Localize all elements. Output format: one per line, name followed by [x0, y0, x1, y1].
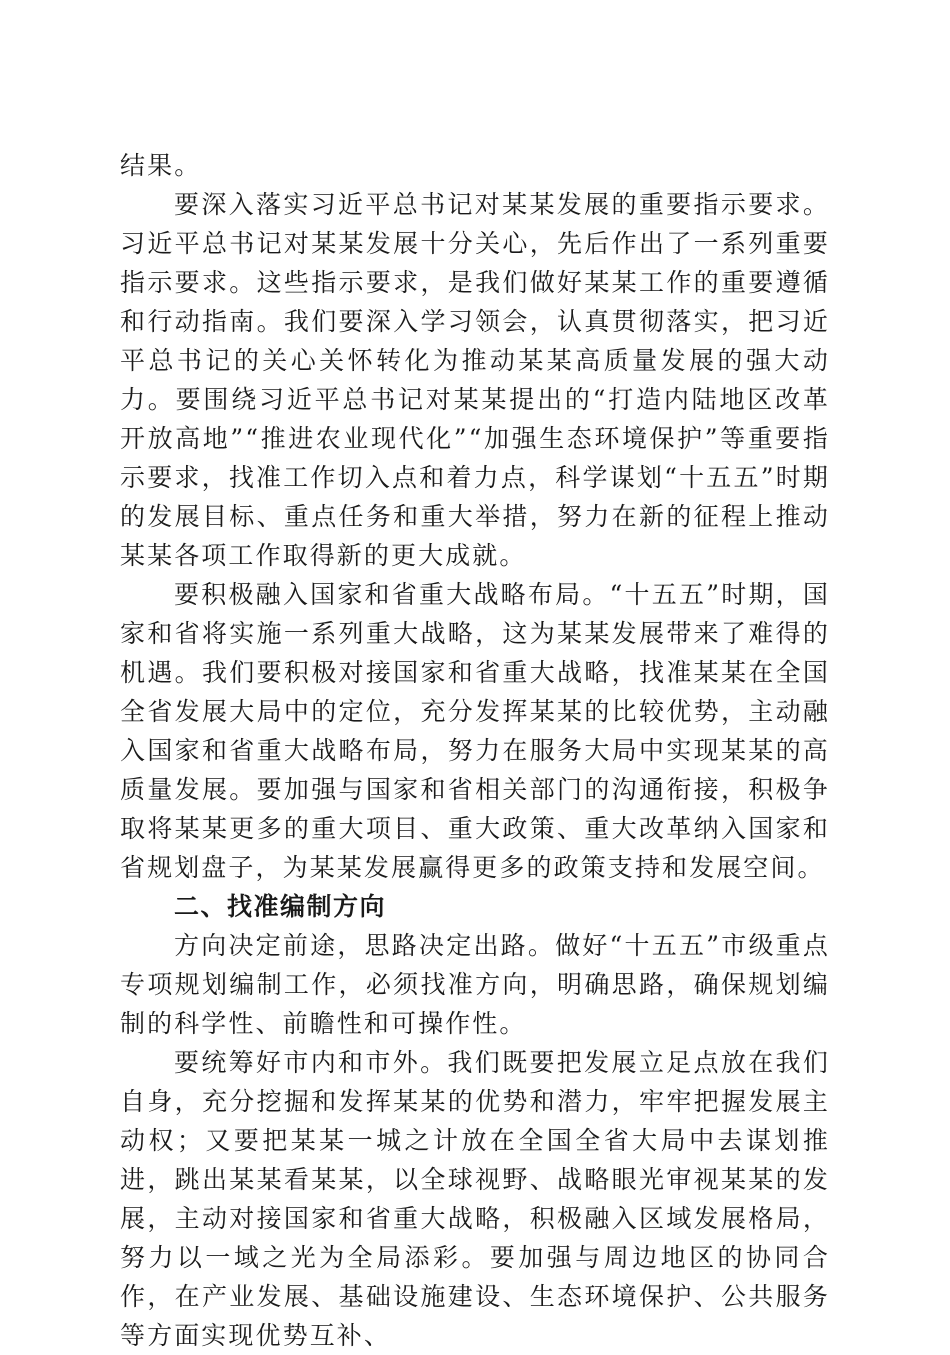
paragraph-continuation: 结果。	[120, 151, 202, 180]
section-heading: 二、找准编制方向	[174, 892, 387, 921]
paragraph-strategy: 要积极融入国家和省重大战略布局。“十五五”时期，国家和省将实施一系列重大战略，这为某某发展带来了难得的机遇。我们要积极对接国家和省重大战略，找准某某在全国全省发展大局中的定位，充分发挥某某的比较优势，主动融入国家和省重大战略布局，努力在服务大局中实现某某的高质量发展。要加强与国家和省相关部门的沟通衔接，积极争取将某某更多的重大项目、重大政策、重大改革纳入国家和省规划盘子，为某某发展赢得更多的政策支持和发展空间。	[120, 580, 830, 882]
paragraph-coordination: 要统筹好市内和市外。我们既要把发展立足点放在我们自身，充分挖掘和发挥某某的优势和潜力，牢牢把握发展主动权；又要把某某一城之计放在全国全省大局中去谋划推进，跳出某某看某某，以全球视野、战略眼光审视某某的发展，主动对接国家和省重大战略，积极融入区域发展格局，努力以一域之光为全局添彩。要加强与周边地区的协同合作，在产业发展、基础设施建设、生态环境保护、公共服务等方面实现优势互补、	[120, 1048, 830, 1350]
document-body	[120, 146, 830, 1355]
paragraph-direction: 方向决定前途，思路决定出路。做好“十五五”市级重点专项规划编制工作，必须找准方向，明确思路，确保规划编制的科学性、前瞻性和可操作性。	[120, 931, 830, 1038]
paragraph-instructions: 要深入落实习近平总书记对某某发展的重要指示要求。习近平总书记对某某发展十分关心，先后作出了一系列重要指示要求。这些指示要求，是我们做好某某工作的重要遵循和行动指南。我们要深入学习领会，认真贯彻落实，把习近平总书记的关心关怀转化为推动某某高质量发展的强大动力。要围绕习近平总书记对某某提出的“打造内陆地区改革开放高地”“推进农业现代化”“加强生态环境保护”等重要指示要求，找准工作切入点和着力点，科学谋划“十五五”时期的发展目标、重点任务和重大举措，努力在新的征程上推动某某各项工作取得新的更大成就。	[120, 190, 830, 570]
